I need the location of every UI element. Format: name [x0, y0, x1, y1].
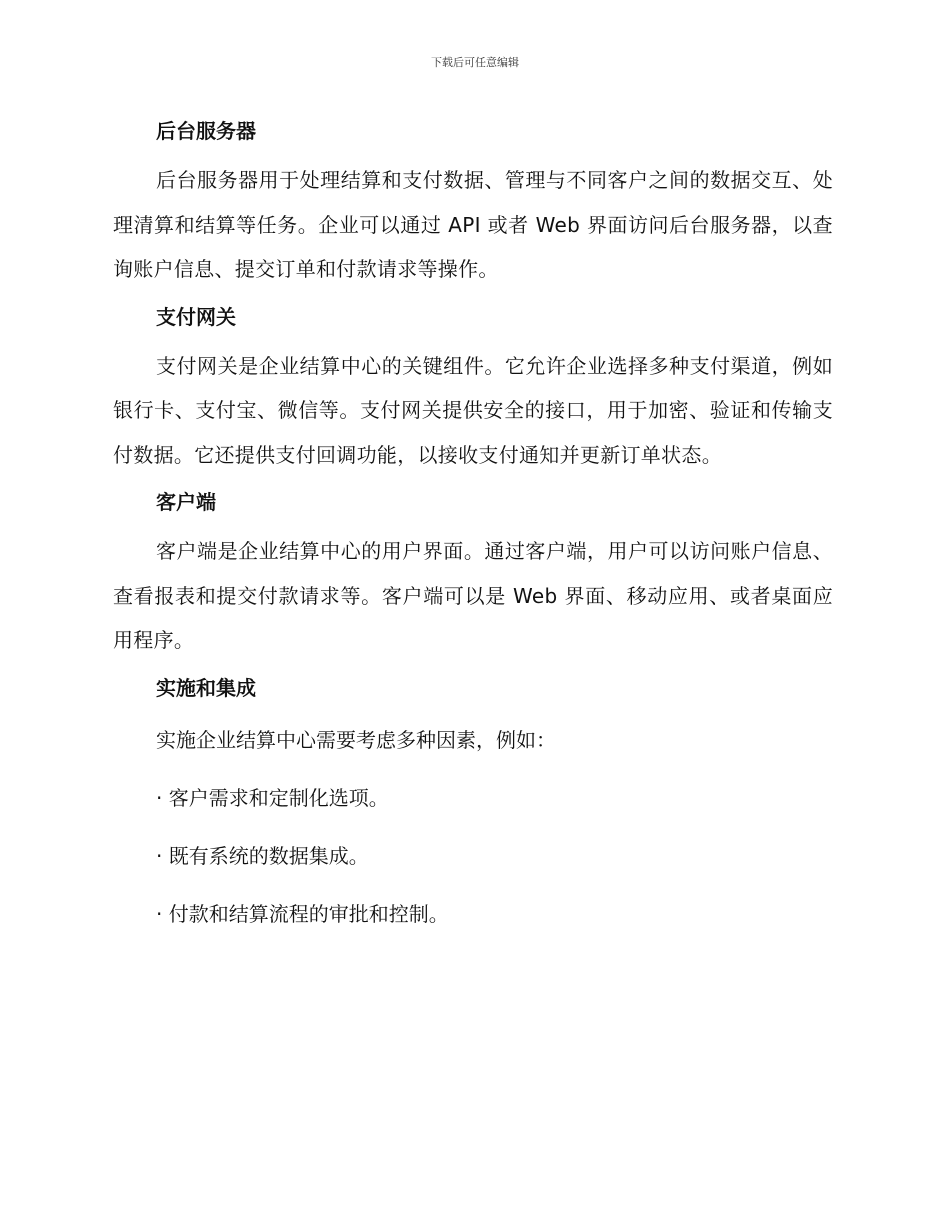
section-heading-implementation: 实施和集成: [156, 675, 256, 700]
section-body-client: 客户端是企业结算中心的用户界面。通过客户端，用户可以访问账户信息、查看报表和提交付款请求等。客户端可以是 Web 界面、移动应用、或者桌面应用程序。: [113, 539, 833, 652]
section-body-backend-server: 后台服务器用于处理结算和支付数据、管理与不同客户之间的数据交互、处理清算和结算等任务。企业可以通过 API 或者 Web 界面访问后台服务器，以查询账户信息、提交订单和付款请求等操作。: [113, 168, 833, 281]
section-heading-backend-server: 后台服务器: [156, 119, 256, 143]
bullet-item: · 既有系统的数据集成。: [156, 843, 369, 868]
section-heading-payment-gateway: 支付网关: [156, 304, 236, 329]
bullet-item: · 客户需求和定制化选项。: [156, 785, 389, 810]
section-heading-client: 客户端: [156, 490, 216, 514]
bullet-item: · 付款和结算流程的审批和控制。: [156, 901, 449, 926]
section-intro-implementation: 实施企业结算中心需要考虑多种因素，例如：: [156, 727, 556, 752]
page-header-note: 下载后可任意编辑: [431, 56, 519, 69]
document-body: [113, 110, 833, 957]
section-body-payment-gateway: 支付网关是企业结算中心的关键组件。它允许企业选择多种支付渠道，例如银行卡、支付宝、微信等。支付网关提供安全的接口，用于加密、验证和传输支付数据。它还提供支付回调功能，以接收支付通知并更新订单状态。: [113, 353, 833, 467]
